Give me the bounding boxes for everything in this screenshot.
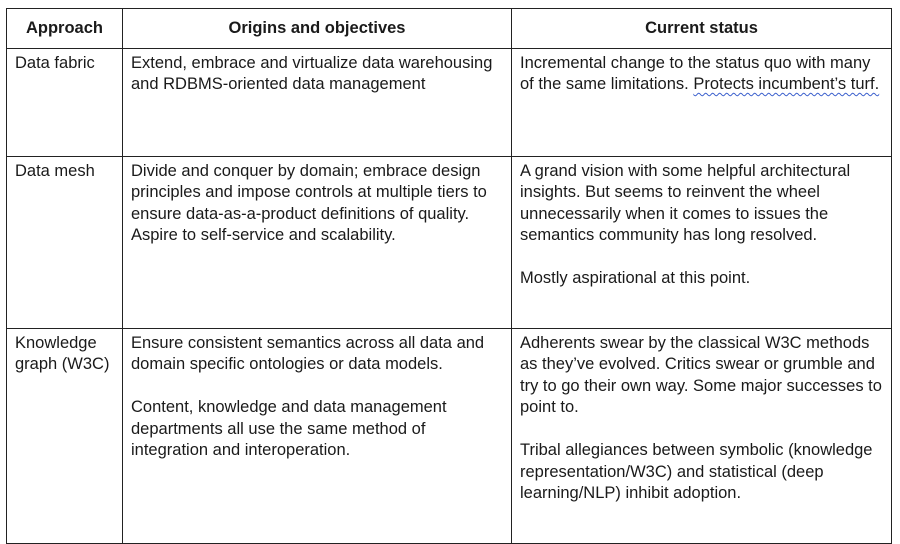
status-cell	[512, 328, 892, 543]
status-text: Tribal allegiances between symbolic (knowledge representation/W3C) and statistical (deep learning/NLP) inhibit adoption.	[520, 441, 873, 502]
spellcheck-flagged-text: Protects incumbent’s turf.	[693, 75, 880, 93]
status-cell	[512, 156, 892, 328]
table-row	[7, 156, 892, 328]
approach-cell: Data fabric	[7, 48, 123, 156]
status-cell	[512, 48, 892, 156]
status-text: A grand vision with some helpful architectural insights. But seems to reinvent the wheel unnecessarily when it comes to issues the semantics community has long resolved.	[520, 161, 851, 244]
header-row	[7, 9, 892, 49]
table-row	[7, 328, 892, 543]
approach-cell: Data mesh	[7, 156, 123, 328]
status-text: Mostly aspirational at this point.	[520, 269, 751, 287]
table-row	[7, 48, 892, 156]
status-text: Adherents swear by the classical W3C methods as they’ve evolved. Critics swear or grumble and try to go their own way. Some major successes to point to.	[520, 333, 882, 416]
approach-cell: Knowledge graph (W3C)	[7, 328, 123, 543]
status-text	[520, 53, 883, 96]
origins-cell	[123, 328, 512, 543]
origins-text: Content, knowledge and data management departments all use the same method of integration and interoperation.	[131, 398, 447, 459]
header-status: Current status	[512, 9, 892, 49]
origins-text: Divide and conquer by domain; embrace design principles and impose controls at multiple tiers to ensure data-as-a-product definitions of quality. Aspire to self-service and scalability.	[131, 161, 487, 244]
header-origins: Origins and objectives	[123, 9, 512, 49]
origins-text: Extend, embrace and virtualize data warehousing and RDBMS-oriented data management	[131, 53, 493, 93]
status-text-plain: Incremental change to the status quo with many of the same limitations.	[520, 53, 871, 93]
origins-cell	[123, 48, 512, 156]
origins-cell	[123, 156, 512, 328]
comparison-table	[6, 8, 892, 544]
header-approach: Approach	[7, 9, 123, 49]
origins-text: Ensure consistent semantics across all data and domain specific ontologies or data models.	[131, 333, 485, 373]
